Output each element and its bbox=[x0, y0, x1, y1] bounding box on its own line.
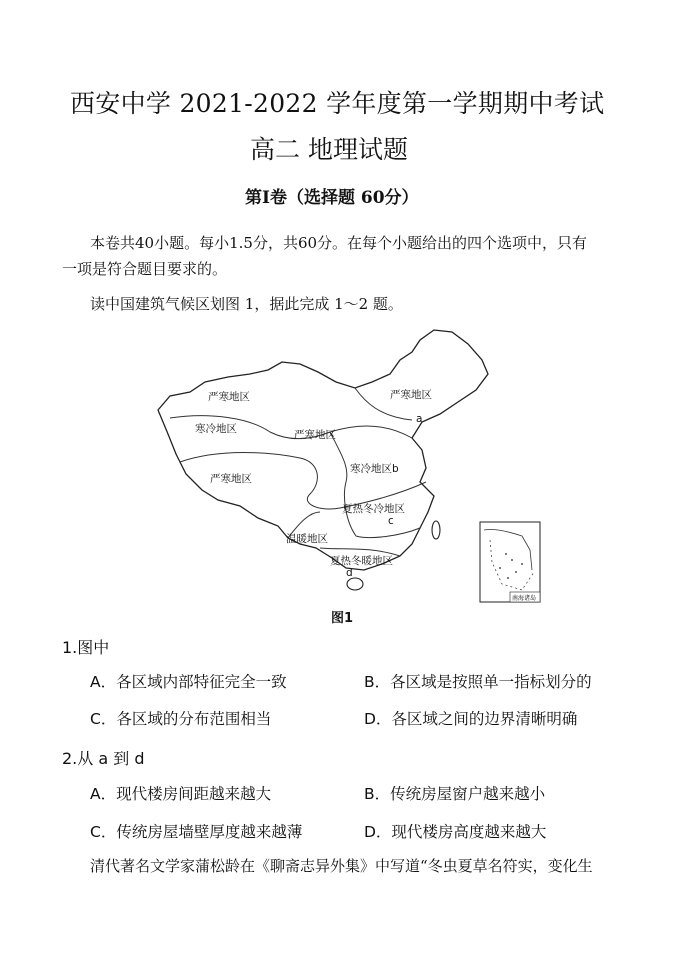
point-label: a bbox=[416, 413, 423, 425]
point-label: c bbox=[388, 515, 394, 527]
region-label: 严寒地区 bbox=[294, 429, 336, 441]
figure-caption: 图1 bbox=[331, 611, 354, 626]
region-label: 寒冷地区b bbox=[350, 463, 399, 475]
instructions-line-1: 本卷共40小题。每小1.5分，共60分。在每个小题给出的四个选项中，只有 bbox=[90, 234, 588, 252]
region-label: 夏热冬暖地区 bbox=[330, 555, 393, 567]
question-1-option-d[interactable]: D．各区域之间的边界清晰明确 bbox=[364, 710, 578, 728]
question-2-stem: 2.从 a 到 d bbox=[62, 749, 145, 768]
inset-label: 南海诸岛 bbox=[512, 595, 537, 602]
question-1-stem: 1.图中 bbox=[62, 638, 110, 657]
region-label: 严寒地区 bbox=[210, 473, 252, 485]
taiwan-island bbox=[432, 521, 440, 539]
point-label: d bbox=[346, 567, 353, 579]
instructions-line-2: 一项是符合题目要求的。 bbox=[62, 260, 228, 278]
passage-line-1: 清代著名文学家蒲松龄在《聊斋志异外集》中写道“冬虫夏草名符实，变化生 bbox=[90, 857, 593, 875]
question-2-option-d[interactable]: D．现代楼房高度越来越大 bbox=[364, 823, 547, 841]
hainan-island bbox=[347, 578, 363, 590]
exam-subtitle: 高二 地理试题 bbox=[250, 135, 408, 164]
region-label: 夏热冬冷地区 bbox=[342, 503, 405, 515]
china-climate-map bbox=[150, 322, 550, 607]
question-1-option-b[interactable]: B．各区域是按照单一指标划分的 bbox=[364, 673, 592, 691]
question-1-option-c[interactable]: C．各区域的分布范围相当 bbox=[90, 710, 272, 728]
question-2-option-c[interactable]: C．传统房屋墙壁厚度越来越薄 bbox=[90, 823, 303, 841]
region-label: 温暖地区 bbox=[286, 533, 328, 545]
question-2-option-a[interactable]: A．现代楼房间距越来越大 bbox=[90, 785, 272, 803]
section-heading: 第Ⅰ卷（选择题 60分） bbox=[245, 188, 419, 208]
exam-title: 西安中学 2021-2022 学年度第一学期期中考试 bbox=[70, 89, 605, 118]
reading-prompt: 读中国建筑气候区划图 1，据此完成 1～2 题。 bbox=[90, 295, 403, 313]
question-1-option-a[interactable]: A．各区域内部特征完全一致 bbox=[90, 673, 287, 691]
region-label: 寒冷地区 bbox=[195, 423, 237, 435]
question-2-option-b[interactable]: B．传统房屋窗户越来越小 bbox=[364, 785, 546, 803]
region-label: 严寒地区 bbox=[208, 391, 250, 403]
boundary-line bbox=[330, 432, 420, 538]
region-label: 严寒地区 bbox=[390, 389, 432, 401]
